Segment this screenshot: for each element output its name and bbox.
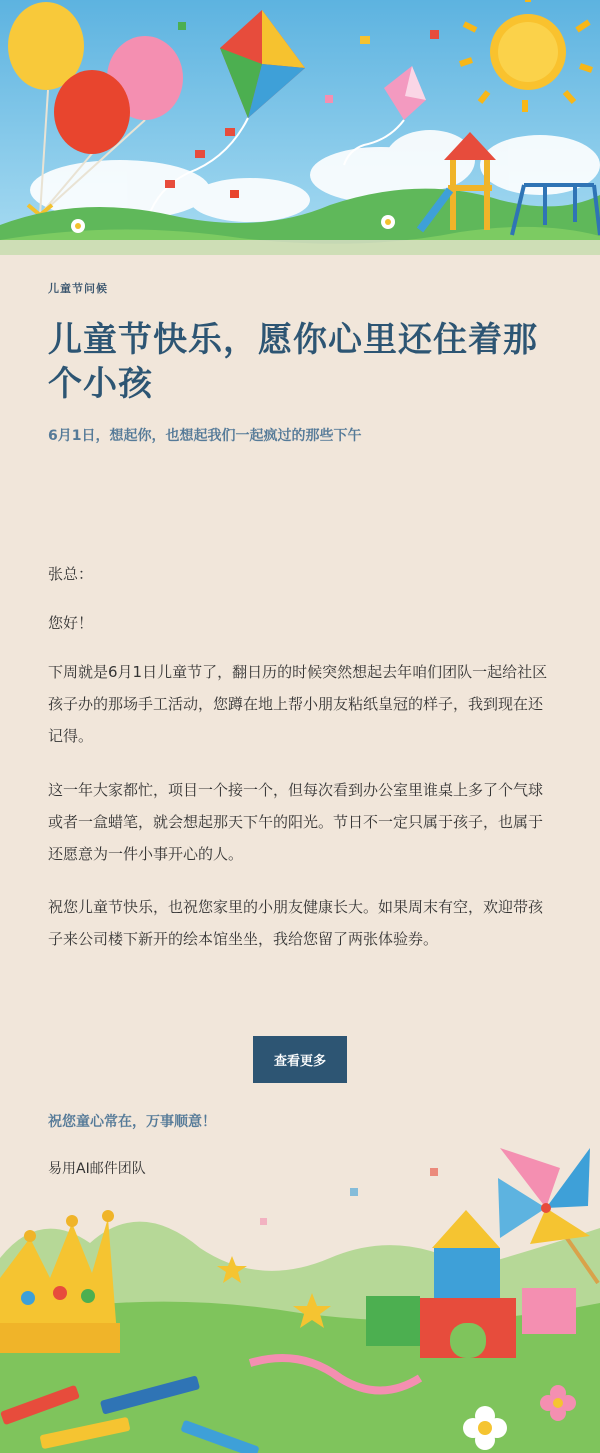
body-paragraph: 这一年大家都忙，项目一个接一个，但每次看到办公室里谁桌上多了个气球或者一盒蜡笔，就会想起那天下午的阳光。节日不一定只属于孩子，也属于还愿意为一件小事开心的人。 [48, 781, 544, 863]
salutation: 张总： [48, 565, 94, 583]
signature: 易用AI邮件团队 [48, 1161, 146, 1177]
email-subtitle: 6月1日，想起你，也想起我们一起疯过的那些下午 [48, 428, 362, 444]
body-paragraph: 祝您儿童节快乐，也祝您家里的小朋友健康长大。如果周末有空，欢迎带孩子来公司楼下新开的绘本馆坐坐，我给您留了两张体验券。 [48, 898, 544, 948]
eyebrow-label: 儿童节问候 [48, 282, 108, 295]
footer-illustration [0, 1148, 600, 1453]
greeting: 您好！ [48, 614, 94, 632]
view-more-button[interactable]: 查看更多 [253, 1036, 347, 1083]
email-title: 儿童节快乐，愿你心里还住着那个小孩 [48, 320, 538, 404]
hero-illustration [0, 0, 600, 255]
closing-wish: 祝您童心常在，万事顺意！ [48, 1114, 216, 1130]
body-paragraph: 下周就是6月1日儿童节了，翻日历的时候突然想起去年咱们团队一起给社区孩子办的那场手工活动，您蹲在地上帮小朋友粘纸皇冠的样子，我到现在还记得。 [48, 663, 548, 745]
